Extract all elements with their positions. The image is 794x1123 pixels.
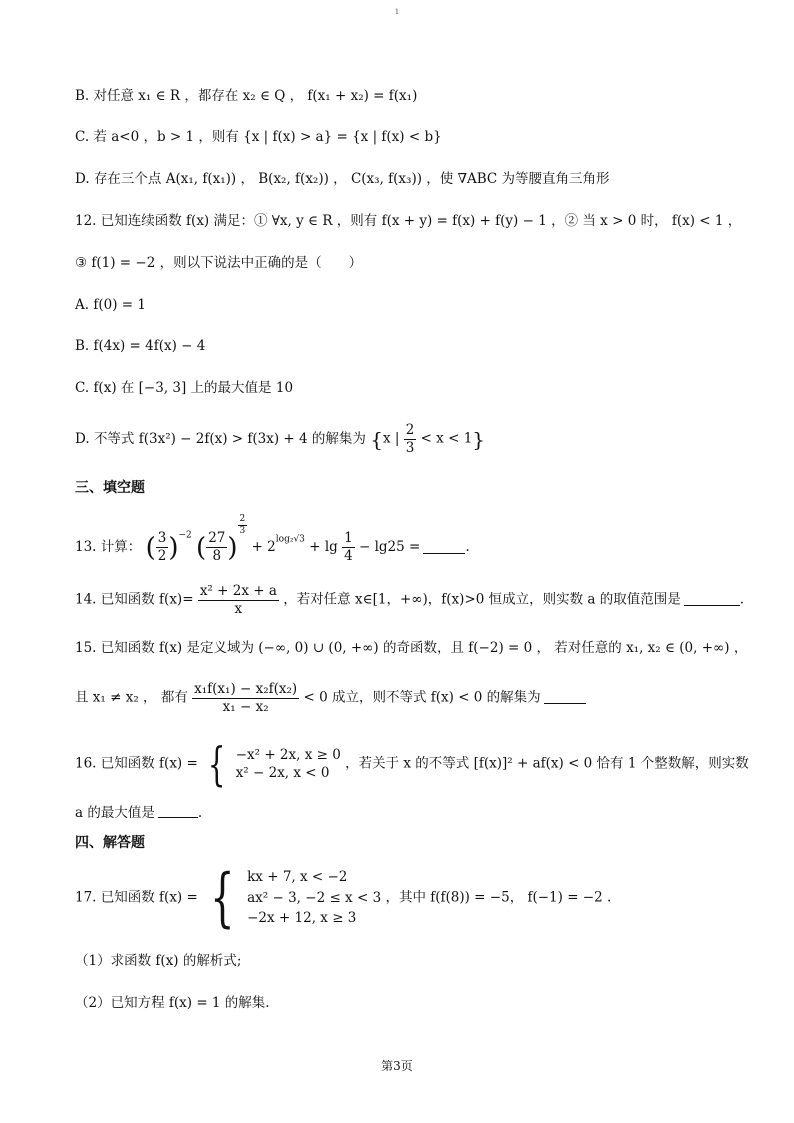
q13-log-exp: log₂√3: [275, 534, 305, 545]
q17-case2: ax² − 3, −2 ≤ x < 3: [247, 889, 382, 906]
q12-option-d: D. 不等式 f(3x²) − 2f(x) > f(3x) + 4 的解集为 {x | $\frac{2}{3}$ < x < 1}: [75, 422, 486, 456]
q12-option-b: [75, 340, 205, 354]
q12-option-d-text: 不等式 f(3x²) − 2f(x) > f(3x) + 4 的解集为: [93, 430, 366, 447]
q16-answer-blank[interactable]: [158, 806, 198, 818]
q13-frac1: [156, 530, 169, 565]
q15-prefix: 且 x₁ ≠ x₂ ， 都有: [75, 689, 188, 706]
q13-exp1: −2: [178, 530, 192, 541]
q13-exp2-den: 3: [239, 526, 246, 537]
q13-answer-blank[interactable]: [423, 542, 465, 554]
q13-prefix: 13. 计算：: [75, 539, 142, 555]
q11-option-c: [75, 131, 442, 145]
q14-frac-den: x: [198, 600, 279, 618]
q11-option-b: [75, 90, 417, 104]
q14-line: [75, 583, 744, 618]
q14-end: .: [739, 591, 745, 608]
q13-frac3: [342, 530, 355, 565]
q12-set-left: x |: [382, 430, 400, 447]
q14-fraction: [198, 583, 279, 618]
q14-answer-blank[interactable]: [684, 594, 740, 606]
q17-part2: （2）已知方程 f(x) = 1 的解集.: [75, 995, 270, 1011]
q16-case1: −x² + 2x, x ≥ 0: [235, 746, 341, 763]
q12-option-a-label: A.: [75, 297, 90, 313]
q12-set-right: < x < 1: [420, 430, 473, 447]
q16-line2: [75, 806, 202, 821]
q12-option-b-text: f(4x) = 4f(x) − 4: [93, 338, 206, 354]
q17-prefix: 17. 已知函数 f(x) =: [75, 889, 198, 906]
q15-answer-blank[interactable]: [544, 692, 586, 704]
q17-case3: −2x + 12, x ≥ 3: [247, 910, 357, 927]
q12-option-c: [75, 382, 293, 396]
q13-exp2: [238, 514, 248, 538]
q12-option-a: [75, 299, 146, 313]
q17-suffix: ，其中 f(f(8)) = −5， f(−1) = −2 .: [385, 889, 612, 906]
q11-option-c-text: 若 a<0 ，b > 1 ，则有 {x | f(x) > a} = {x | f(x) < b}: [93, 129, 442, 145]
q12-stem-line2: ③ f(1) = −2 ，则以下说法中正确的是（ ）: [75, 255, 363, 271]
q16-case2: x² − 2x, x < 0: [235, 765, 330, 781]
q13-lg-part: + lg: [309, 539, 338, 555]
q12-frac-num: 2: [405, 422, 415, 438]
q16-cases: [236, 746, 341, 782]
q13-line: 13. 计算： ( $\frac{3}{2}$ )$^{-2}$ ( $\frac{27}{8}$ ) $\frac{2}{3}$ + $2^{log_2√3} + \lg$ $\frac{1}{4}$ − lg25 = .: [75, 514, 470, 565]
q13-tail: − lg25 =: [358, 539, 421, 555]
q16-prefix: 16. 已知函数 f(x) =: [75, 755, 198, 772]
q11-option-d: [75, 173, 610, 187]
q15-frac-den: x₁ − x₂: [192, 698, 299, 716]
q17-brace: {: [210, 861, 235, 935]
q15-line2: [75, 681, 586, 716]
q14-prefix: 14. 已知函数 f(x)=: [75, 591, 194, 608]
q13-frac1-num: 3: [157, 530, 167, 547]
q13-frac2-num: 27: [208, 530, 226, 547]
q14-suffix: ，若对任意 x∈[1，+∞)，f(x)>0 恒成立，则实数 a 的取值范围是: [283, 591, 681, 608]
q14-frac-num: x² + 2x + a: [199, 583, 277, 599]
q13-end: .: [465, 539, 470, 555]
q13-frac1-den: 2: [157, 548, 167, 565]
q11-option-c-label: C.: [75, 129, 90, 145]
q12-option-c-text: f(x) 在 [−3, 3] 上的最大值是 10: [93, 380, 294, 396]
q12-option-a-text: f(0) = 1: [93, 297, 146, 313]
page-number: 第3页: [381, 1059, 413, 1073]
q13-frac2-den: 8: [206, 547, 227, 565]
q17-cases: [247, 867, 381, 930]
q11-option-b-text: 对任意 x₁ ∈ R ，都存在 x₂ ∈ Q ， f(x₁ + x₂) = f(x₁): [93, 88, 418, 104]
q17-line1: [75, 861, 612, 935]
q16-brace: {: [207, 737, 226, 791]
q15-fraction: [192, 681, 299, 716]
q16-line1: [75, 737, 749, 791]
section4-title: 四、解答题: [75, 835, 145, 851]
q17-case1: kx + 7, x < −2: [247, 868, 348, 885]
q12-stem-line1: 12. 已知连续函数 f(x) 满足：① ∀x, y ∈ R ，则有 f(x + y) = f(x) + f(y) − 1 ，② 当 x > 0 时， f(x) < 1 ，: [75, 213, 742, 229]
q13-frac3-den: 4: [344, 548, 353, 565]
q13-middle: + 2: [251, 539, 276, 555]
q12-set-fraction: [404, 422, 417, 457]
q11-option-b-label: B.: [75, 88, 90, 104]
header-mark: 1: [394, 8, 400, 16]
q15-line1: 15. 已知函数 f(x) 是定义域为 (−∞, 0) ∪ (0, +∞) 的奇函数，且 f(−2) = 0 ， 若对任意的 x₁, x₂ ∈ (0, +∞) ，: [75, 640, 748, 656]
q16-suffix: ，若关于 x 的不等式 [f(x)]² + af(x) < 0 恰有 1 个整数解，则实数: [345, 755, 749, 772]
q12-option-d-label: D.: [75, 430, 90, 447]
q15-suffix: < 0 成立，则不等式 f(x) < 0 的解集为: [303, 689, 541, 706]
q17-part1: （1）求函数 f(x) 的解析式;: [75, 953, 242, 969]
q15-frac-num: x₁f(x₁) − x₂f(x₂): [194, 681, 298, 697]
q13-frac2: [206, 530, 227, 565]
q11-option-d-label: D.: [75, 171, 90, 187]
q13-exp2-num: 2: [239, 514, 246, 524]
q12-option-c-label: C.: [75, 380, 90, 396]
section3-title: 三、填空题: [75, 480, 145, 496]
q12-option-b-label: B.: [75, 338, 90, 354]
q13-frac3-num: 1: [344, 530, 353, 547]
q16-line2-text: a 的最大值是: [75, 805, 155, 821]
q11-option-d-text: 存在三个点 A(x₁, f(x₁)) ， B(x₂, f(x₂)) ， C(x₃, f(x₃)) ，使 ∇ABC 为等腰直角三角形: [93, 171, 610, 187]
q12-frac-den: 3: [405, 439, 415, 456]
q16-end: .: [197, 805, 203, 821]
